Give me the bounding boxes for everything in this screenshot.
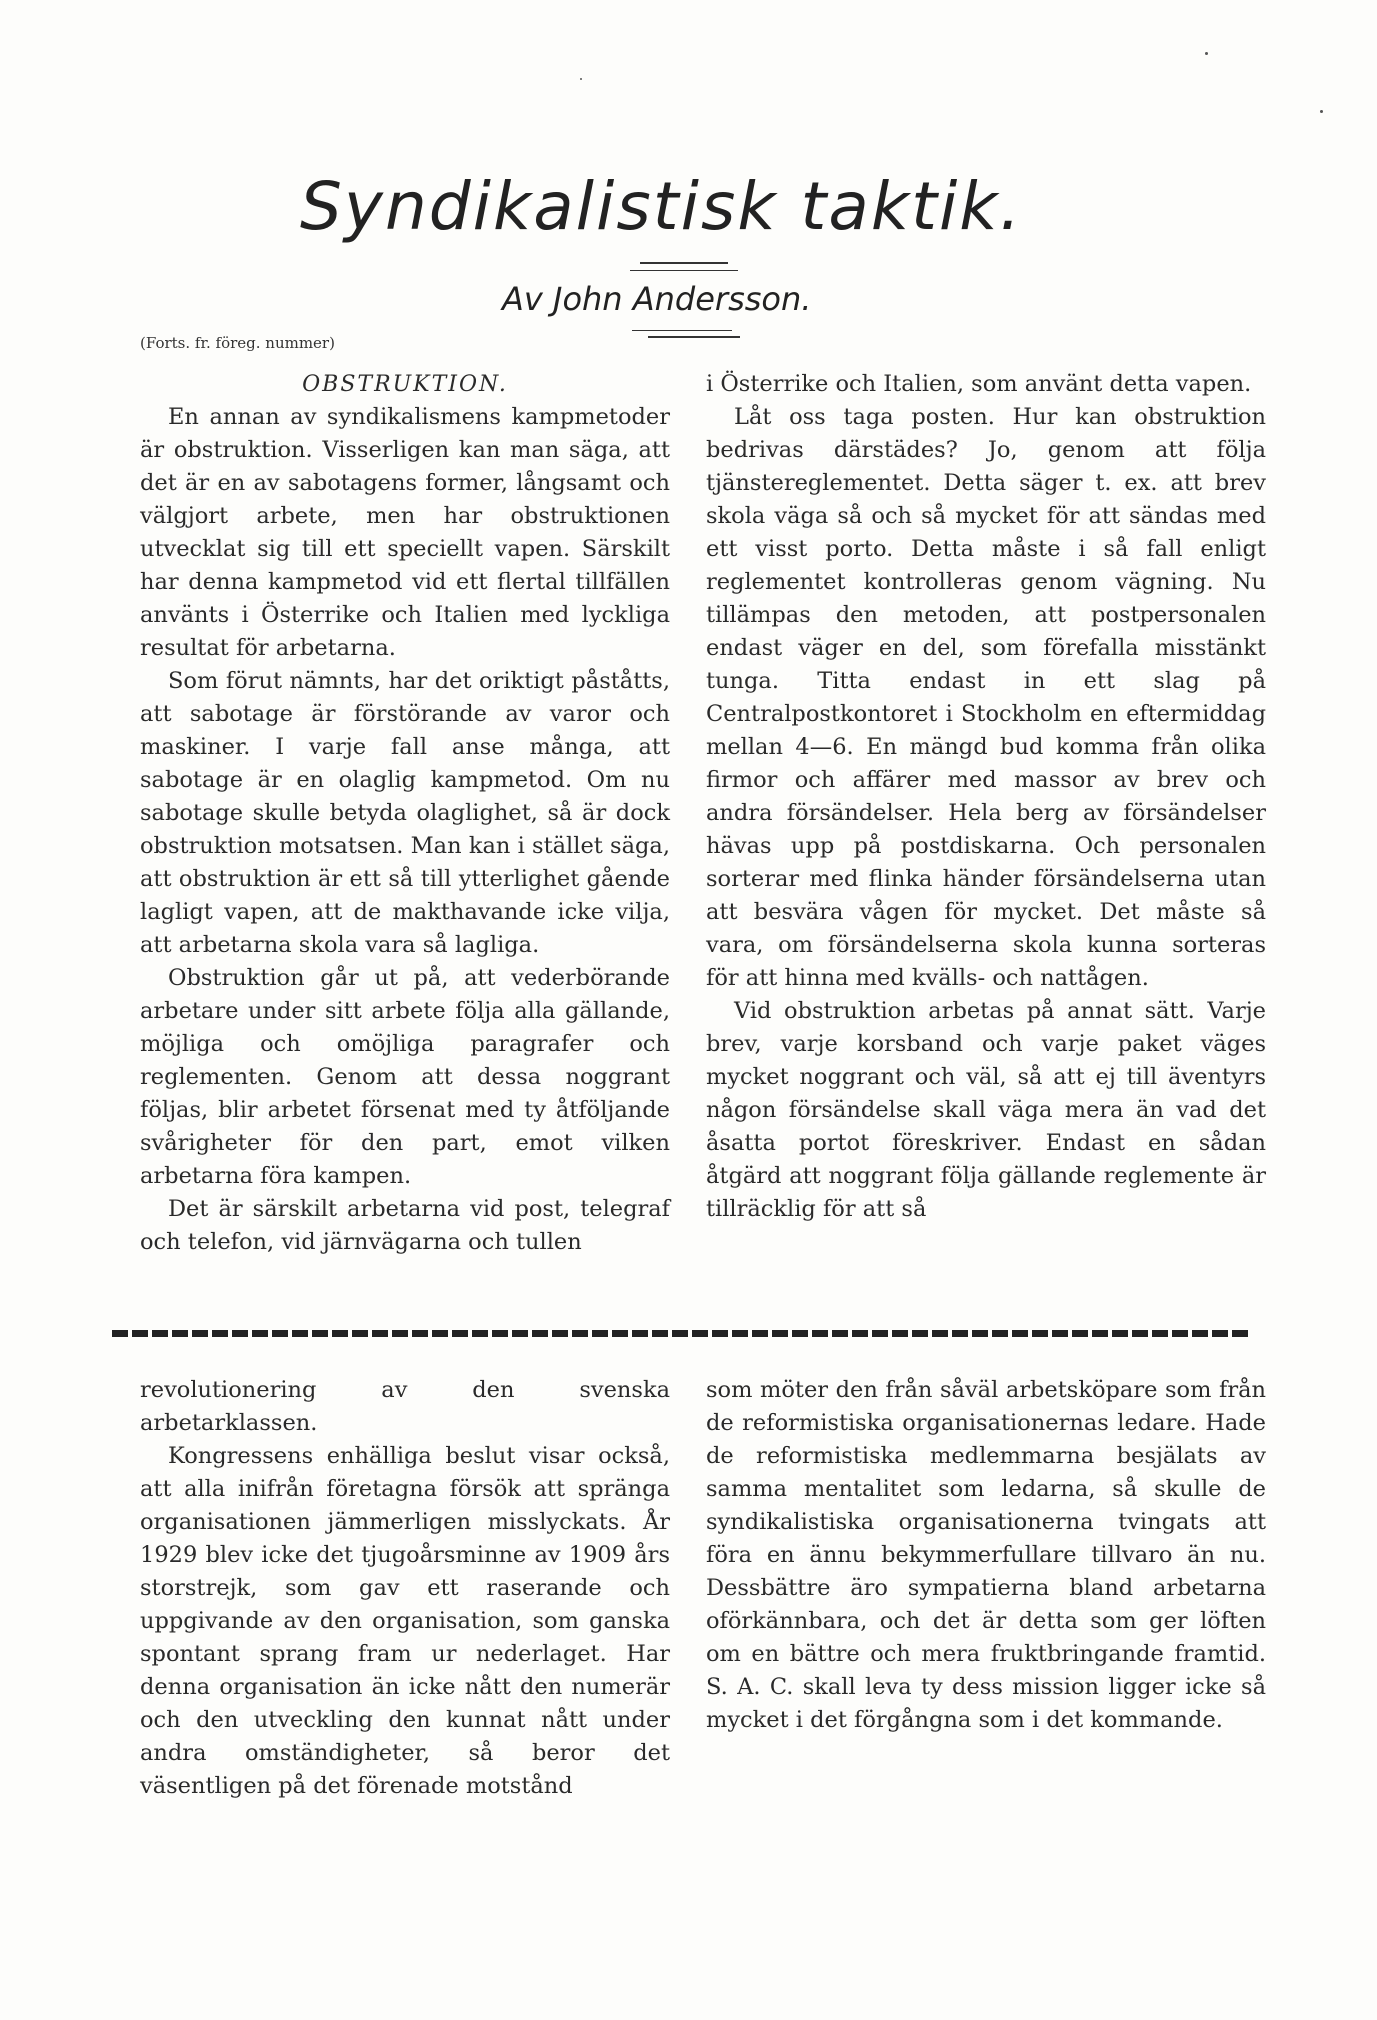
paragraph: revolutionering av den svenska arbetarklassen. (140, 1377, 670, 1436)
paper-speck (1205, 52, 1208, 55)
paragraph: Det är särskilt arbetarna vid post, telegraf och telefon, vid järnvägarna och tullen (140, 1196, 670, 1255)
article-byline: Av John Andersson. (502, 280, 812, 318)
paragraph: Låt oss taga posten. Hur kan obstruktion bedrivas därstädes? Jo, genom att följa tjänstereglementet. Detta säger t. ex. att brev skola väga så och så mycket för att sändas med ett visst porto. Detta måste i så fall enligt reglementet kontrolleras genom vägning. Nu tillämpas den metoden, att postpersonalen endast väger en del, som förefalla misstänkt tunga. Titta endast in ett slag på Centralpostkontoret i Stockholm en eftermiddag mellan 4—6. En mängd bud komma från olika firmor och affärer med massor av brev och andra försändelser. Hela berg av försändelser hävas upp på postdiskarna. Och personalen sorterar med flinka händer försändelserna utan att besvära vågen för mycket. Det måste så vara, om försändelserna skola kunna sorteras för att hinna med kvälls- och nattågen. (706, 404, 1266, 991)
paragraph: Som förut nämnts, har det oriktigt påståtts, att sabotage är förstörande av varor och maskiner. I varje fall anse många, att sabotage är en olaglig kampmetod. Om nu sabotage skulle betyda olaglighet, så är dock obstruktion motsatsen. Man kan i stället säga, att obstruktion är ett så till ytterlighet gående lagligt vapen, att de makthavande icke vilja, att arbetarna skola vara så lagliga. (140, 668, 670, 958)
upper-right-column (706, 368, 1266, 1226)
section-heading: OBSTRUKTION. (302, 372, 508, 397)
byline-rule-bottom (648, 336, 740, 338)
continued-note: (Forts. fr. föreg. nummer) (140, 334, 335, 352)
paragraph: i Österrike och Italien, som använt detta vapen. (706, 371, 1252, 397)
article-title: Syndikalistisk taktik. (300, 168, 1023, 245)
paper-speck (580, 78, 582, 80)
paragraph: Vid obstruktion arbetas på annat sätt. Varje brev, varje korsband och varje paket väges mycket noggrant och väl, så att ej till äventyrs någon försändelse skall väga mera än vad det åsatta portot föreskriver. Endast en sådan åtgärd att noggrant följa gällande reglemente är tillräcklig för att så (706, 998, 1266, 1222)
paper-speck (1320, 110, 1323, 113)
dashed-column-divider (112, 1330, 1252, 1337)
title-rule-top (640, 262, 728, 264)
paragraph: En annan av syndikalismens kampmetoder är obstruktion. Visserligen kan man säga, att det är en av sabotagens former, långsamt och välgjort arbete, men har obstruktionen utvecklat sig till ett speciellt vapen. Särskilt har denna kampmetod vid ett flertal tillfällen använts i Österrike och Italien med lyckliga resultat för arbetarna. (140, 404, 670, 661)
paragraph: Kongressens enhälliga beslut visar också, att alla inifrån företagna försök att spränga organisationen jämmerligen misslyckats. År 1929 blev icke det tjugoårsminne av 1909 års storstrejk, som gav ett raserande och uppgivande av den organisation, som ganska spontant sprang fram ur nederlaget. Har denna organisation än icke nått den numerär och den utveckling den kunnat nått under andra omständigheter, så beror det väsentligen på det förenade motstånd (140, 1443, 670, 1799)
paragraph: som möter den från såväl arbetsköpare som från de reformistiska organisationernas ledare. Hade de reformistiska medlemmarna besjälats av samma mentalitet som ledarna, så skulle de syndikalistiska organisationerna tvingats att föra en ännu bekymmerfullare tillvaro än nu. Dessbättre äro sympatierna bland arbetarna oförkännbara, och det är detta som ger löften om en bättre och mera fruktbringande framtid. S. A. C. skall leva ty dess mission ligger icke så mycket i det förgångna som i det kommande. (706, 1377, 1266, 1733)
paragraph: Obstruktion går ut på, att vederbörande arbetare under sitt arbete följa alla gällande, möjliga och omöjliga paragrafer och reglementen. Genom att dessa noggrant följas, blir arbetet försenat med ty åtföljande svårigheter för den part, emot vilken arbetarna föra kampen. (140, 965, 670, 1189)
lower-left-column (140, 1374, 670, 1803)
lower-right-column (706, 1374, 1266, 1737)
byline-rule-top (632, 330, 732, 331)
title-rule-mid (630, 270, 738, 271)
upper-left-column (140, 368, 670, 1259)
